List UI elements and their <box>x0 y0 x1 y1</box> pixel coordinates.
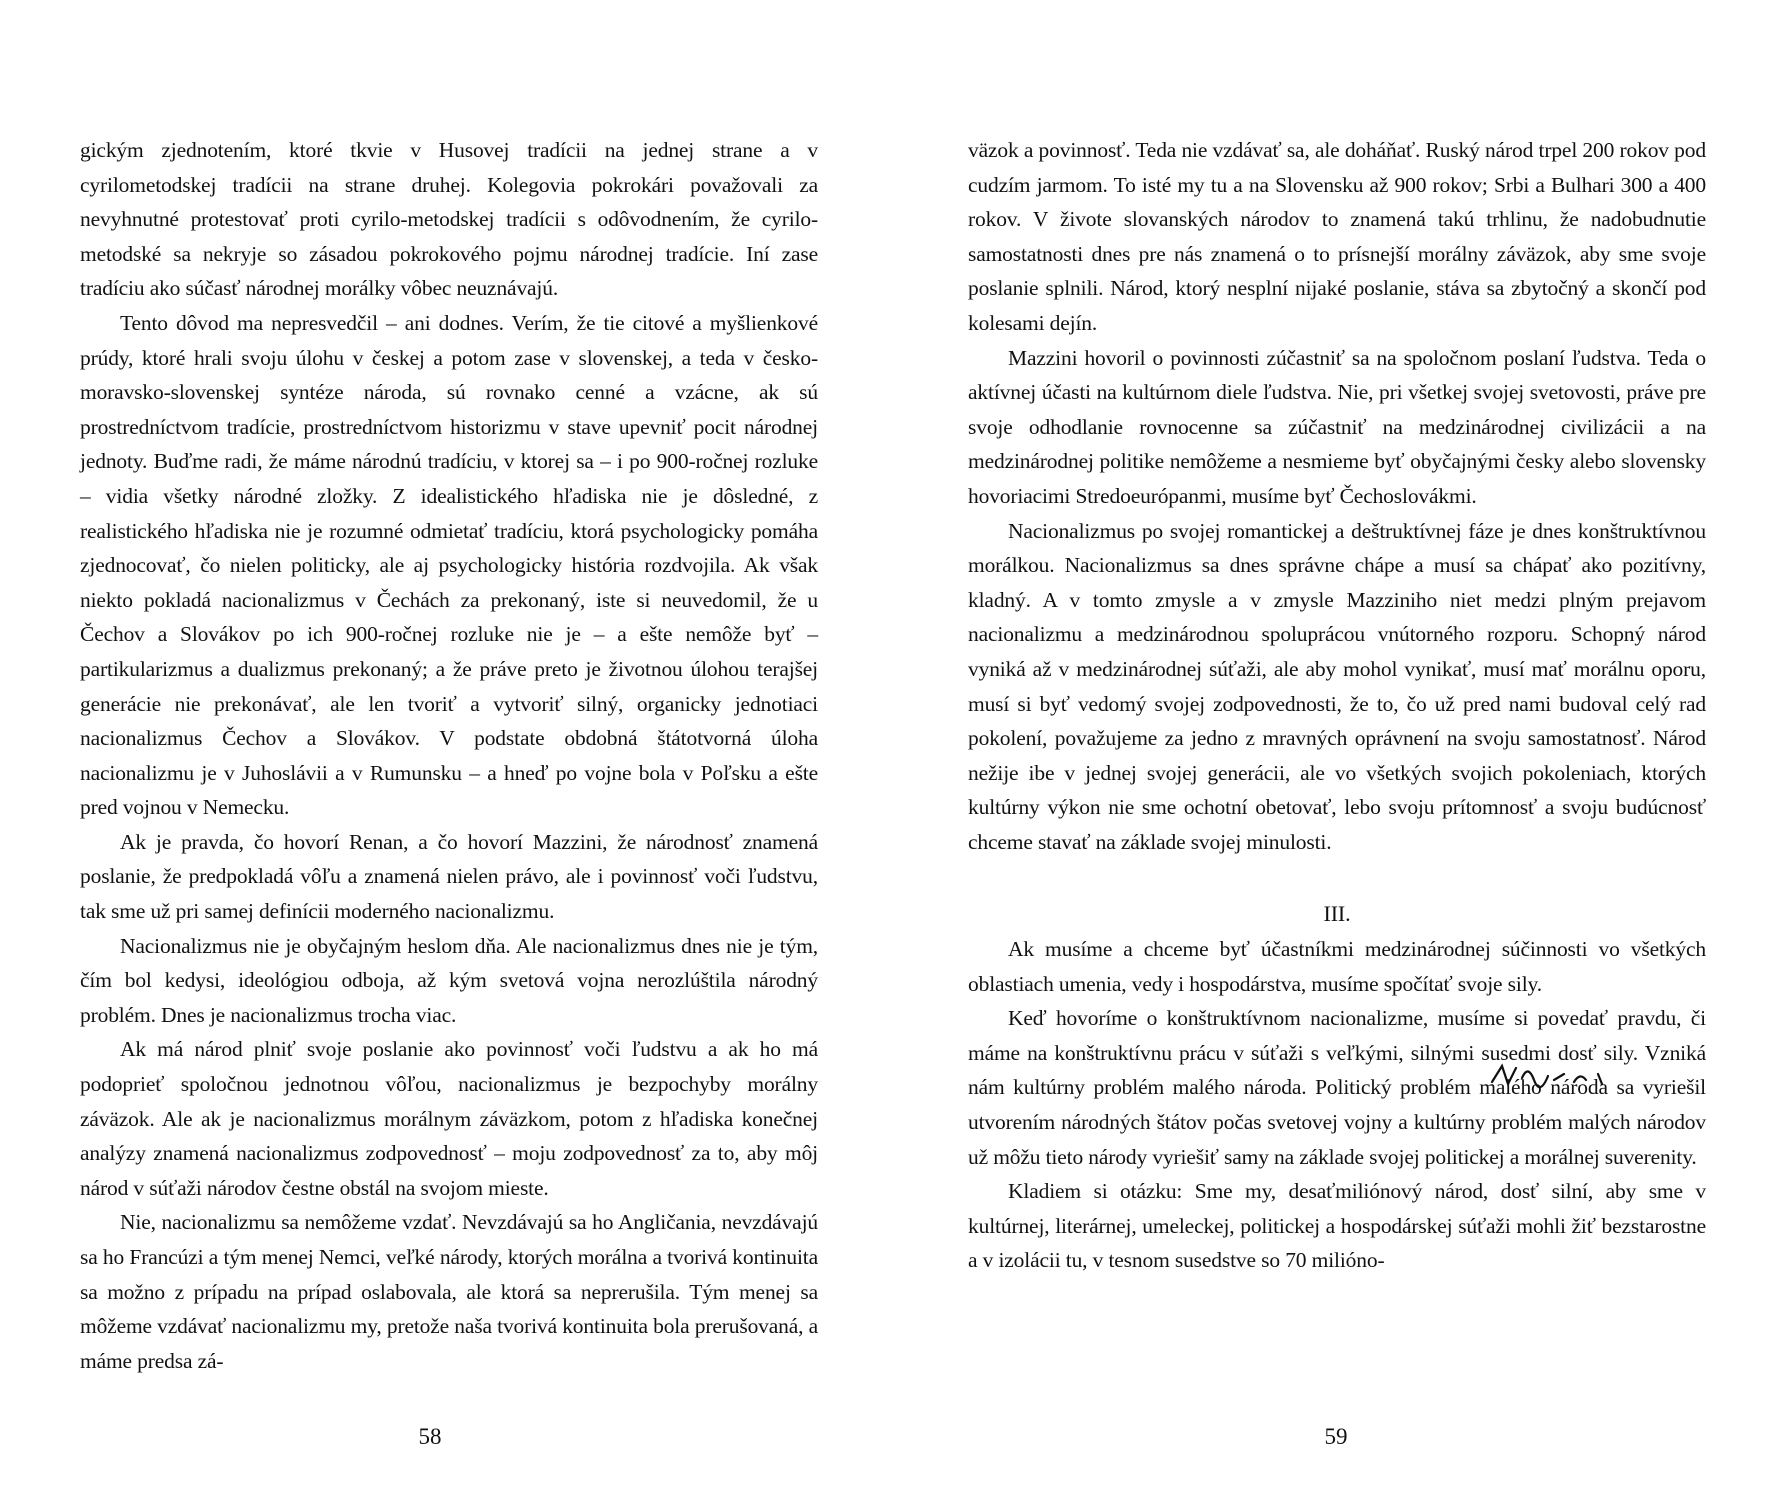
left-paragraph-6: Nie, nacionalizmu sa nemôžeme vzdať. Nevzdávajú sa ho Angličania, nevzdávajú sa ho Francúzi a tým menej Nemci, veľké národy, ktorých morálna a tvorivá kontinuita sa možno z prípadu na prípad oslabovala, ale ktorá sa neprerušila. Tým menej sa môžeme vzdávať nacionalizmu my, pretože naša tvorivá kontinuita bola prerušovaná, a máme predsa zá- <box>80 1210 819 1373</box>
right-paragraph-2: Mazzini hovoril o povinnosti zúčastniť sa na spoločnom poslaní ľudstva. Teda o aktívnej účasti na kultúrnom diele ľudstva. Nie, pri všetkej svojej svetovosti, práve pre svoje odhodlanie rovnocenne sa zúčastniť na medzinárodnej civilizácii a na medzinárodnej politike nemôžeme a nesmieme byť obyčajnými česky alebo slovensky hovoriacimi Stredoeurópanmi, musíme byť Čechoslovákmi. <box>968 345 1706 508</box>
right-section-paragraph-2: Keď hovoríme o konštruktívnom nacionalizme, musíme si povedať pravdu, či máme na konštruktívnu prácu v súťaži s veľkými, silnými susedmi dosť sily. Vzniká nám kultúrny problém malého národa. Politický problém malého národa sa vyriešil utvorením národných štátov počas svetovej vojny a kultúrny problém malých národov už môžu tieto národy vyriešiť samy na základe svojej politickej a morálnej suverenity. <box>968 1006 1706 1169</box>
right-paragraph-1: väzok a povinnosť. Teda nie vzdávať sa, ale doháňať. Ruský národ trpel 200 rokov pod cudzím jarmom. To isté my tu a na Slovensku až 900 rokov; Srbi a Bulhari 300 a 400 rokov. V živote slovanských národov to znamená takú trhlinu, že nadobudnutie samostatnosti dnes pre nás znamená o to prísnejší morálny záväzok, aby sme svoje poslanie splnili. Národ, ktorý nesplní nijaké poslanie, stáva sa zbytočný a skončí pod kolesami dejín. <box>968 138 1706 335</box>
left-page <box>80 133 818 1378</box>
left-paragraph-4: Nacionalizmus nie je obyčajným heslom dňa. Ale nacionalizmus dnes nie je tým, čím bol kedysi, ideológiou odboja, až kým svetová vojna nerozlúštila národný problém. Dnes je nacionalizmus trocha viac. <box>80 933 818 1027</box>
right-section-paragraph-1: Ak musíme a chceme byť účastníkmi medzinárodnej súčinnosti vo všetkých oblastiach umenia, vedy i hospodárstva, musíme spočítať svoje sily. <box>968 937 1706 996</box>
right-paragraph-3: Nacionalizmus po svojej romantickej a deštruktívnej fáze je dnes konštruktívnou morálkou. Nacionalizmus sa dnes správne chápe a musí sa chápať ako pozitívny, kladný. A v tomto zmysle a v zmysle Mazziniho niet medzi plným prejavom nacionalizmu a medzinárodnou spoluprácou vnútorného rozporu. Schopný národ vyniká až v medzinárodnej súťaži, ale aby mohol vynikať, musí mať morálnu oporu, musí si byť vedomý svojej zodpovednosti, že to, čo už pred nami budoval celý rad pokolení, považujeme za jedno z mravných oprávnení na svoju samostatnosť. Národ nežije ibe v jednej svojej generácii, ale vo všetkých svojich pokoleniach, ktorých kultúrny výkon nie sme ochotní obetovať, lebo svoju prítomnosť a svoju budúcnosť chceme stavať na základe svojej minulosti. <box>968 518 1706 854</box>
left-paragraph-2: Tento dôvod ma nepresvedčil – ani dodnes. Verím, že tie citové a myšlienkové prúdy, ktoré hrali svoju úlohu v českej a potom zase v slovenskej, a teda v česko-moravsko-slovenskej syntéze národa, sú rovnako cenné a vzácne, ak sú prostredníctvom tradície, prostredníctvom historizmu v stave upevniť pocit národnej jednoty. Buďme radi, že máme národnú tradíciu, v ktorej sa – i po 900-ročnej rozluke – vidia všetky národné zložky. Z idealistického hľadiska nie je dôsledné, z realistického hľadiska nie je rozumné odmietať tradíciu, ktorá psychologicky pomáha zjednocovať, čo nielen politicky, ale aj psychologicky história rozdvojila. Ak však niekto pokladá nacionalizmus v Čechách za prekonaný, iste si neuvedomil, že u Čechov a Slovákov po ich 900-ročnej rozluke nie je – a ešte nemôže byť – partikularizmus a dualizmus prekonaný; a že práve preto je životnou úlohou terajšej generácie nie prekonávať, ale len tvoriť a vytvoriť silný, organicky jednotiaci nacionalizmus Čechov a Slovákov. V podstate obdobná štátotvorná úloha nacionalizmu je v Juhoslávii a v Rumunsku – a hneď po vojne bola v Poľsku a ešte pred vojnou v Nemecku. <box>80 310 818 820</box>
right-page-number: 59 <box>1324 1424 1348 1449</box>
left-paragraph-1: gickým zjednotením, ktoré tkvie v Husovej tradícii na jednej strane a v cyrilometodskej tradícii na strane druhej. Kolegovia pokrokári považovali za nevyhnutné protestovať proti cyrilo-metodskej tradícii s odôvodnením, že cyrilo-metodské sa nekryje so zásadou pokrokového pojmu národnej tradície. Iní zase tradíciu ako súčasť národnej morálky vôbec neuznávajú. <box>80 138 818 301</box>
right-page <box>968 133 1706 1278</box>
left-paragraph-3: Ak je pravda, čo hovorí Renan, a čo hovorí Mazzini, že národnosť znamená poslanie, že predpokladá vôľu a znamená nielen právo, ale i povinnosť voči ľudstvu, tak sme už pri samej definícii moderného nacionalizmu. <box>80 829 818 924</box>
handwritten-scribble <box>1488 1060 1628 1090</box>
section-heading: III. <box>1323 901 1351 927</box>
right-section-paragraph-3: Kladiem si otázku: Sme my, desaťmiliónový národ, dosť silní, aby sme v kultúrnej, literárnej, umeleckej, politickej a hospodárskej súťaži mohli žiť bezstarostne a v izolácii tu, v tesnom susedstve so 70 milióno- <box>968 1179 1706 1273</box>
left-page-number: 58 <box>418 1424 442 1449</box>
left-paragraph-5: Ak má národ plniť svoje poslanie ako povinnosť voči ľudstvu a ak ho má podoprieť spoločnou jednotnou vôľou, nacionalizmus je bezpochyby morálny záväzok. Ale ak je nacionalizmus morálnym záväzkom, potom z hľadiska konečnej analýzy znamená nacionalizmus zodpovednosť – moju zodpovednosť za to, aby môj národ v súťaži národov čestne obstál na svojom mieste. <box>80 1037 818 1200</box>
